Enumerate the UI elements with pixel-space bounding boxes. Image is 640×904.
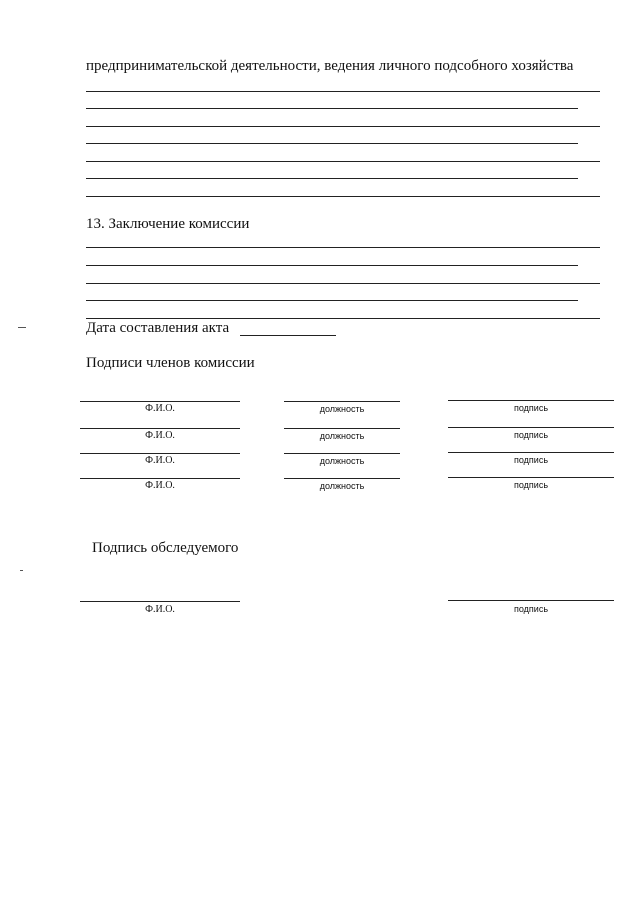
position-caption: должность [319, 404, 365, 414]
examinee-signature-line[interactable] [448, 600, 614, 601]
fio-caption: Ф.И.О. [145, 430, 175, 441]
section-heading-continuation: предпринимательской деятельности, ведения личного подсобного хозяйства [86, 58, 574, 74]
conclusion-line [86, 300, 578, 301]
position-line[interactable] [284, 428, 400, 429]
examinee-signature-caption: подпись [513, 604, 549, 614]
examinee-signature-title: Подпись обследуемого [92, 540, 239, 556]
examinee-fio-line[interactable] [80, 601, 240, 602]
position-caption: должность [319, 456, 365, 466]
signature-caption: подпись [513, 403, 549, 413]
blank-line [86, 178, 578, 179]
position-caption: должность [319, 431, 365, 441]
position-line[interactable] [284, 478, 400, 479]
fio-caption: Ф.И.О. [145, 455, 175, 466]
signature-caption: подпись [513, 480, 549, 490]
signature-line[interactable] [448, 452, 614, 453]
position-caption: должность [319, 481, 365, 491]
margin-mark [18, 327, 26, 328]
fio-caption: Ф.И.О. [145, 480, 175, 491]
fio-line[interactable] [80, 401, 240, 402]
signature-caption: подпись [513, 430, 549, 440]
blank-line [86, 161, 600, 162]
margin-mark [20, 570, 23, 571]
blank-line [86, 143, 578, 144]
conclusion-line [86, 265, 578, 266]
signature-line[interactable] [448, 477, 614, 478]
conclusion-line [86, 318, 600, 319]
blank-line [86, 126, 600, 127]
conclusion-line [86, 247, 600, 248]
conclusion-line [86, 283, 600, 284]
signature-caption: подпись [513, 455, 549, 465]
section-13-title: 13. Заключение комиссии [86, 216, 250, 232]
fio-line[interactable] [80, 428, 240, 429]
position-line[interactable] [284, 401, 400, 402]
blank-line [86, 196, 600, 197]
act-date-field[interactable] [240, 335, 336, 336]
blank-line [86, 91, 600, 92]
position-line[interactable] [284, 453, 400, 454]
fio-line[interactable] [80, 478, 240, 479]
commission-signatures-title: Подписи членов комиссии [86, 355, 255, 371]
examinee-fio-caption: Ф.И.О. [145, 604, 175, 615]
blank-line [86, 108, 578, 109]
signature-line[interactable] [448, 400, 614, 401]
fio-line[interactable] [80, 453, 240, 454]
act-date-label: Дата составления акта [86, 320, 230, 336]
signature-line[interactable] [448, 427, 614, 428]
fio-caption: Ф.И.О. [145, 403, 175, 414]
